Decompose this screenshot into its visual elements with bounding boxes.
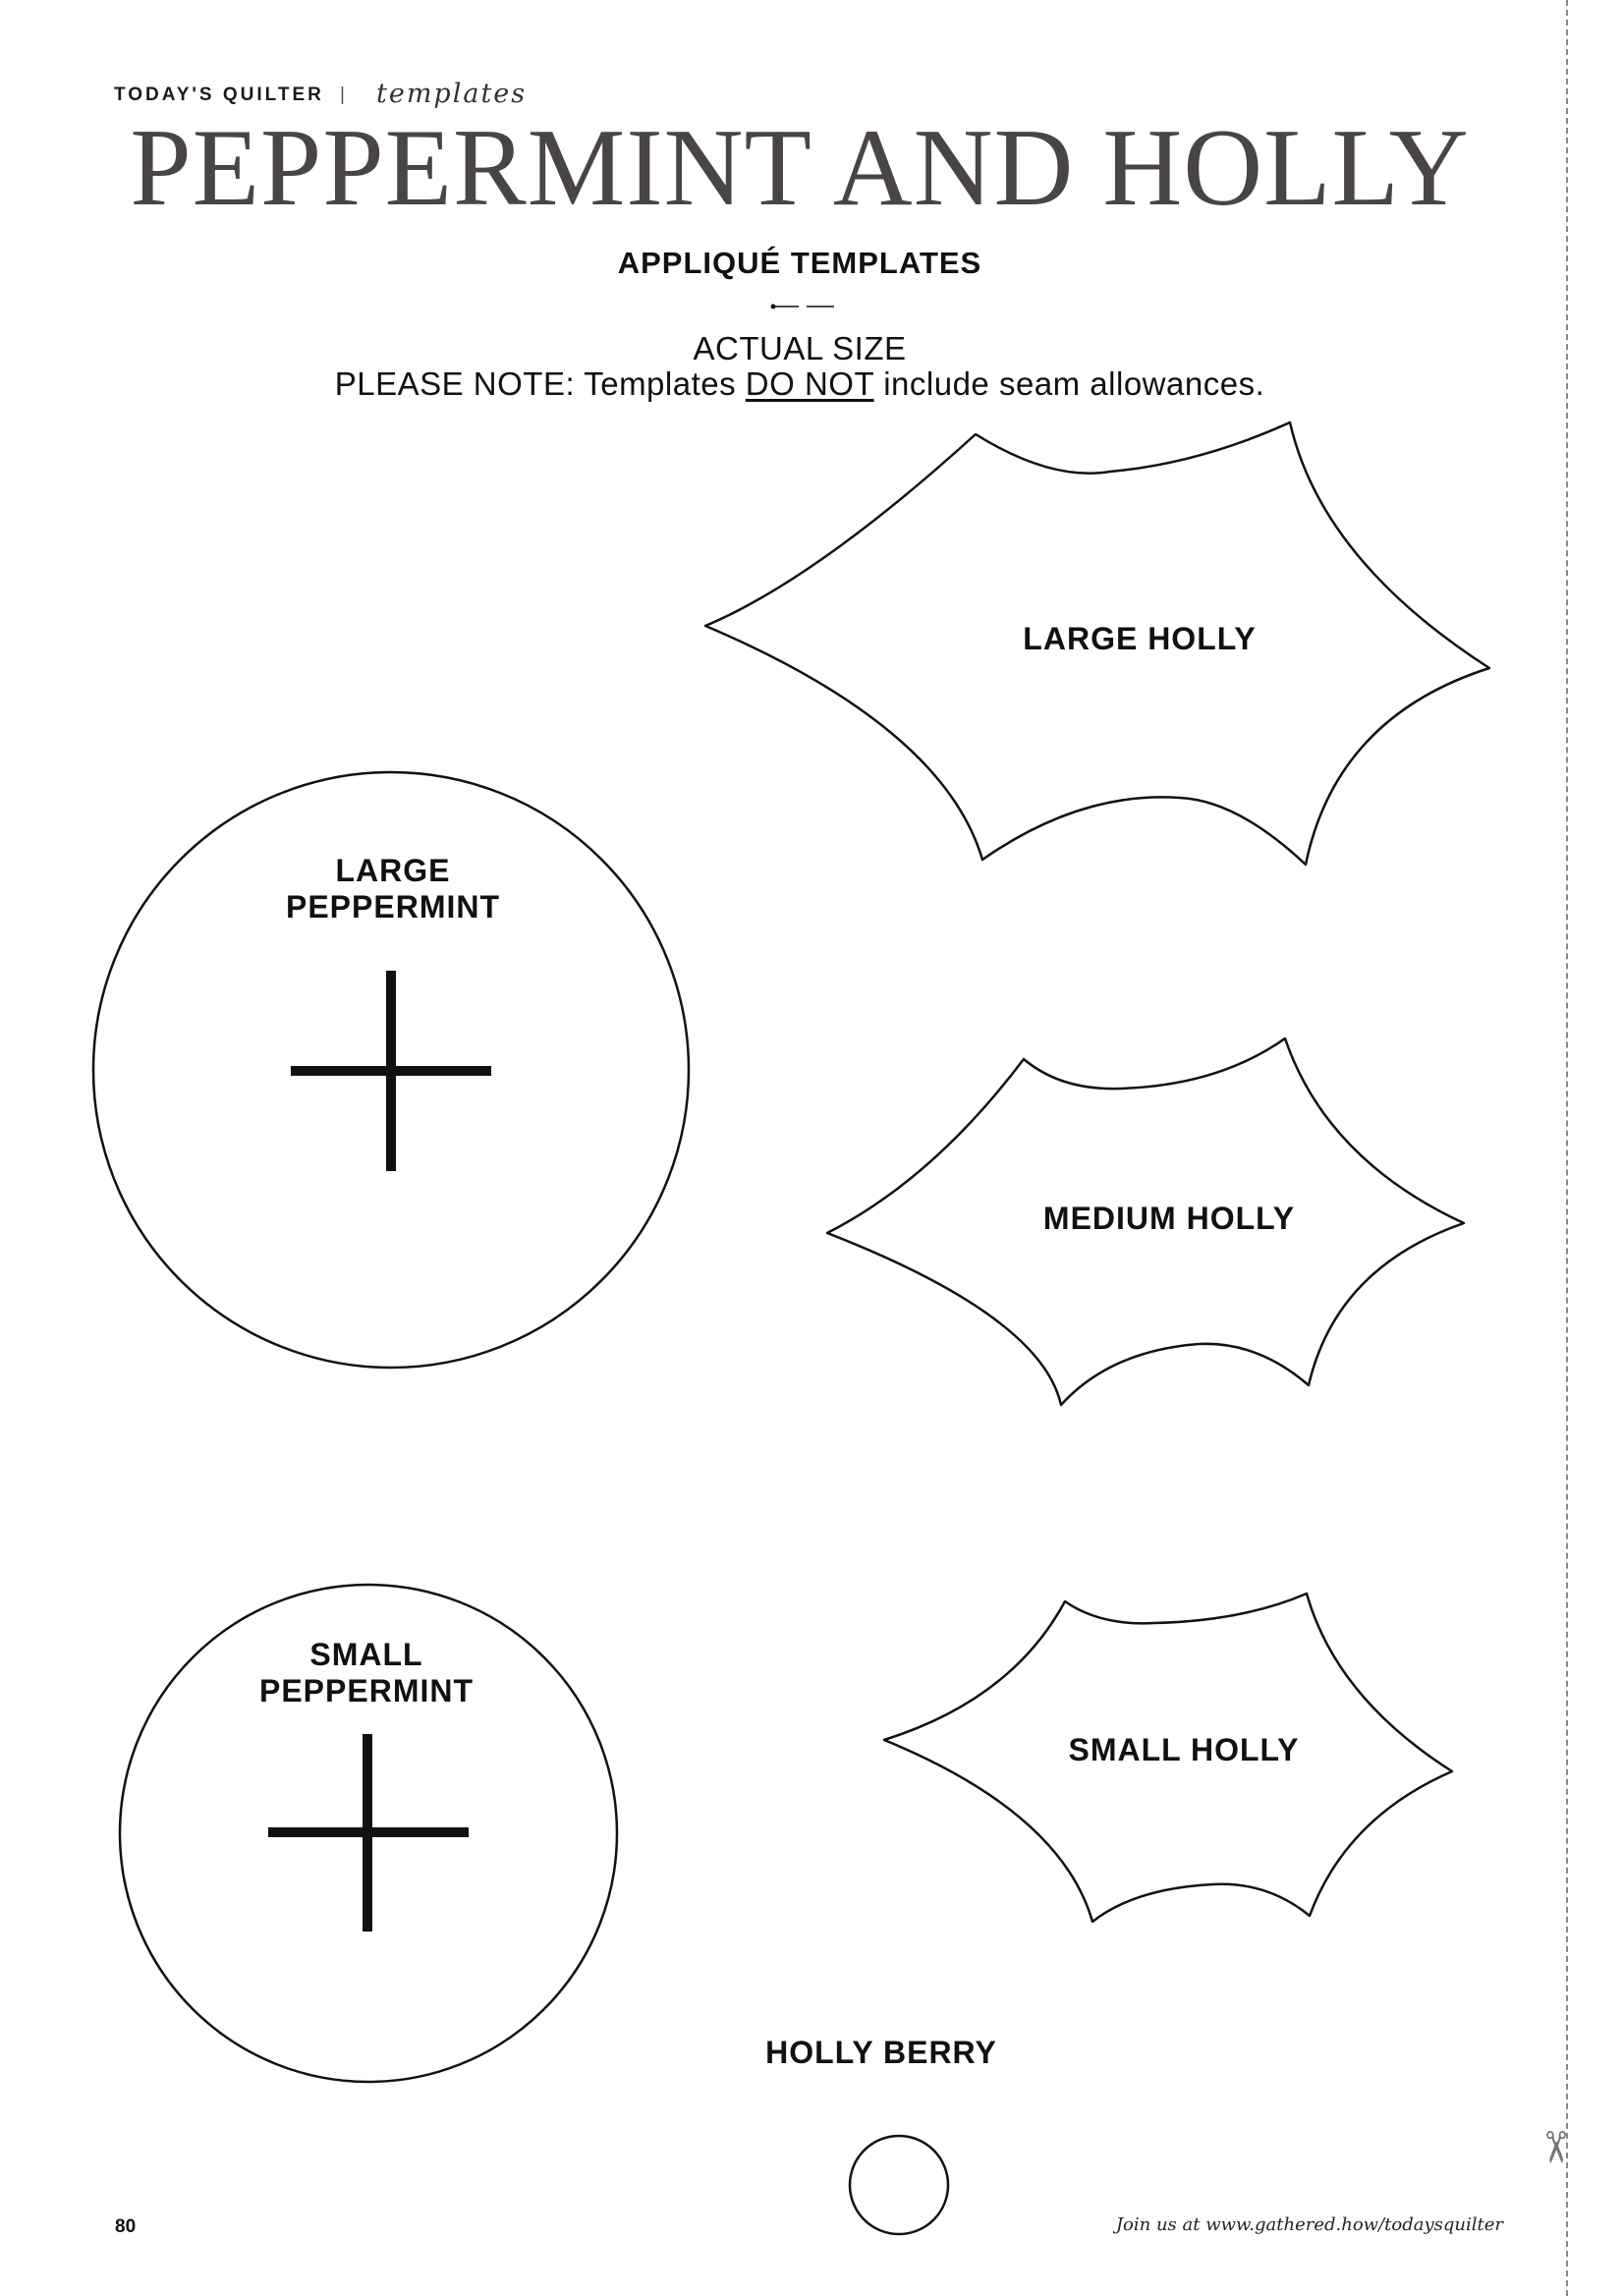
scissors-icon: ✂ xyxy=(1529,2129,1580,2165)
small-crosshair-icon xyxy=(268,1734,469,1932)
note-prefix: PLEASE NOTE: Templates xyxy=(334,365,746,402)
holly-berry-label: HOLLY BERRY xyxy=(765,2035,997,2070)
footer-link-text: Join us at www.gathered.how/todaysquilter xyxy=(1115,2214,1503,2235)
page-subtitle: APPLIQUÉ TEMPLATES xyxy=(617,246,982,280)
small-holly-label: SMALL HOLLY xyxy=(1068,1732,1300,1767)
page-number: 80 xyxy=(115,2216,137,2237)
brand-separator: | xyxy=(340,84,345,105)
large-peppermint-label-line2: PEPPERMINT xyxy=(285,889,501,924)
brand-name: TODAY'S QUILTER xyxy=(114,84,324,105)
large-crosshair-icon xyxy=(291,971,491,1171)
large-peppermint-label xyxy=(196,853,589,925)
small-peppermint-label-line1: SMALL xyxy=(309,1637,423,1672)
small-peppermint-label-line2: PEPPERMINT xyxy=(258,1673,475,1708)
large-peppermint-label-line1: LARGE xyxy=(335,853,451,888)
section-label: templates xyxy=(376,79,528,109)
small-peppermint-label xyxy=(170,1637,563,1709)
note-suffix: include seam allowances. xyxy=(873,365,1265,402)
page-title: PEPPERMINT AND HOLLY xyxy=(130,107,1470,229)
large-holly-label: LARGE HOLLY xyxy=(1023,621,1257,656)
holly-berry-circle xyxy=(850,2136,948,2234)
actual-size-note: ACTUAL SIZE xyxy=(693,330,907,366)
medium-holly-label: MEDIUM HOLLY xyxy=(1042,1201,1296,1236)
note-emphasis: DO NOT xyxy=(745,365,874,402)
